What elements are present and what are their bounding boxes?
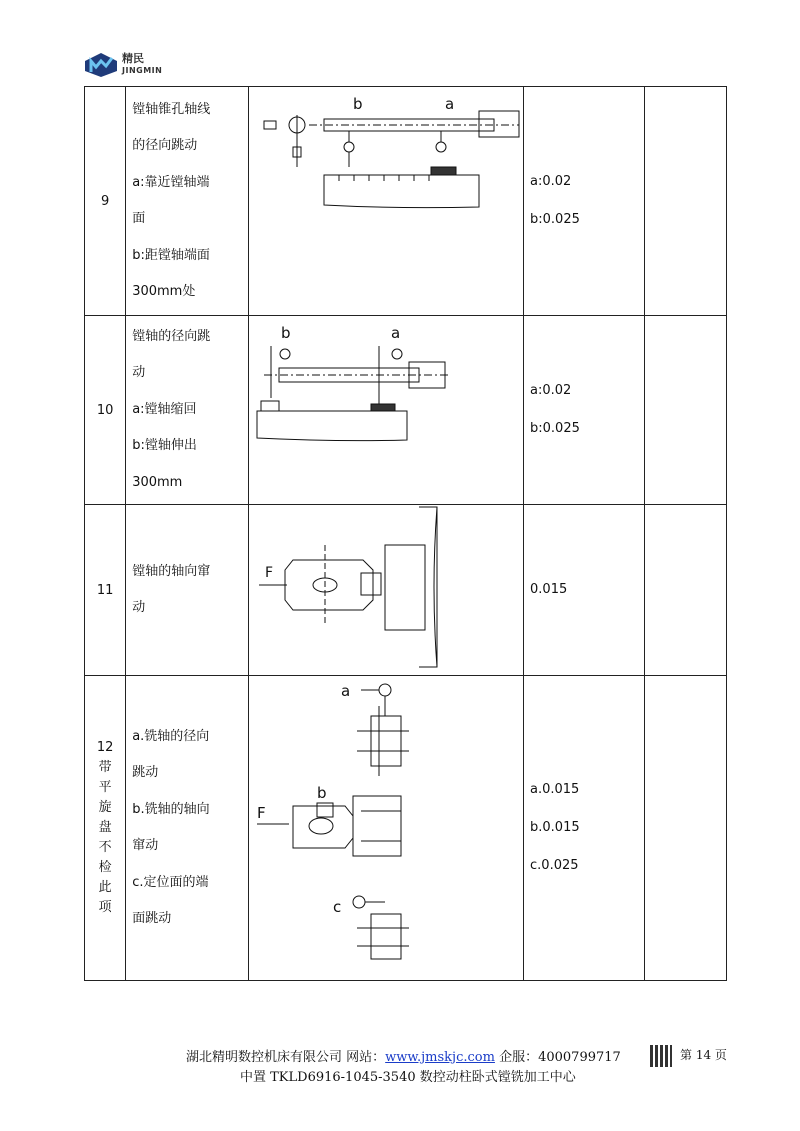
svg-text:b: b (281, 324, 291, 342)
item-number: 9 (85, 87, 126, 316)
diagram-cell (249, 316, 524, 505)
qr-code (650, 1045, 672, 1067)
company-logo (84, 52, 162, 78)
spindle-runout-diagram (249, 87, 521, 311)
diagram-cell (249, 505, 524, 676)
table-row (85, 676, 727, 981)
tolerance: a:0.02 b:0.025 (524, 87, 645, 316)
item-number: 12 带 平 旋 盘 不 检 此 项 (85, 676, 126, 981)
measured-value (645, 505, 727, 676)
page-number: 第 14 页 (680, 1048, 727, 1062)
diagram-cell (249, 87, 524, 316)
item-description: 镗轴的径向跳 动 a:镗轴缩回 b:镗轴伸出 300mm (126, 316, 249, 505)
measured-value (645, 676, 727, 981)
item-number: 11 (85, 505, 126, 676)
item-description: 镗轴锥孔轴线 的径向跳动 a:靠近镗轴端 面 b:距镗轴端面 300mm处 (126, 87, 249, 316)
website-link[interactable]: www.jmskjc.com (385, 1050, 495, 1065)
milling-spindle-diagram (249, 676, 521, 976)
footer-line-1: 湖北精明数控机床有限公司 网站：www.jmskjc.com 企服：4000799717 (186, 1050, 621, 1065)
measured-value (645, 316, 727, 505)
table-row (85, 505, 727, 676)
tolerance: a:0.02 b:0.025 (524, 316, 645, 505)
spindle-radial-runout-diagram (249, 316, 521, 500)
svg-text:c: c (333, 898, 342, 916)
item-description: a.铣轴的径向 跳动 b.铣轴的轴向 窜动 c.定位面的端 面跳动 (126, 676, 249, 981)
svg-text:F: F (257, 804, 266, 822)
svg-text:a: a (391, 324, 401, 342)
footer-model: 中置 TKLD6916-1045-3540 数控动柱卧式镗铣加工中心 (240, 1070, 576, 1085)
logo-en: JINGMIN (122, 66, 163, 75)
svg-text:F: F (265, 565, 274, 581)
svg-text:a: a (445, 95, 455, 113)
diagram-cell (249, 676, 524, 981)
svg-text:a: a (341, 682, 351, 700)
svg-text:b: b (317, 784, 327, 802)
tolerance: a.0.015 b.0.015 c.0.025 (524, 676, 645, 981)
svg-text:b: b (353, 95, 363, 113)
table-row (85, 87, 727, 316)
logo-icon (84, 52, 118, 78)
table-row (85, 316, 727, 505)
inspection-table (84, 86, 727, 981)
tolerance: 0.015 (524, 505, 645, 676)
item-description: 镗轴的轴向窜 动 (126, 505, 249, 676)
measured-value (645, 87, 727, 316)
item-number: 10 (85, 316, 126, 505)
logo-cn: 精民 (122, 52, 144, 65)
axial-play-diagram (249, 505, 521, 671)
